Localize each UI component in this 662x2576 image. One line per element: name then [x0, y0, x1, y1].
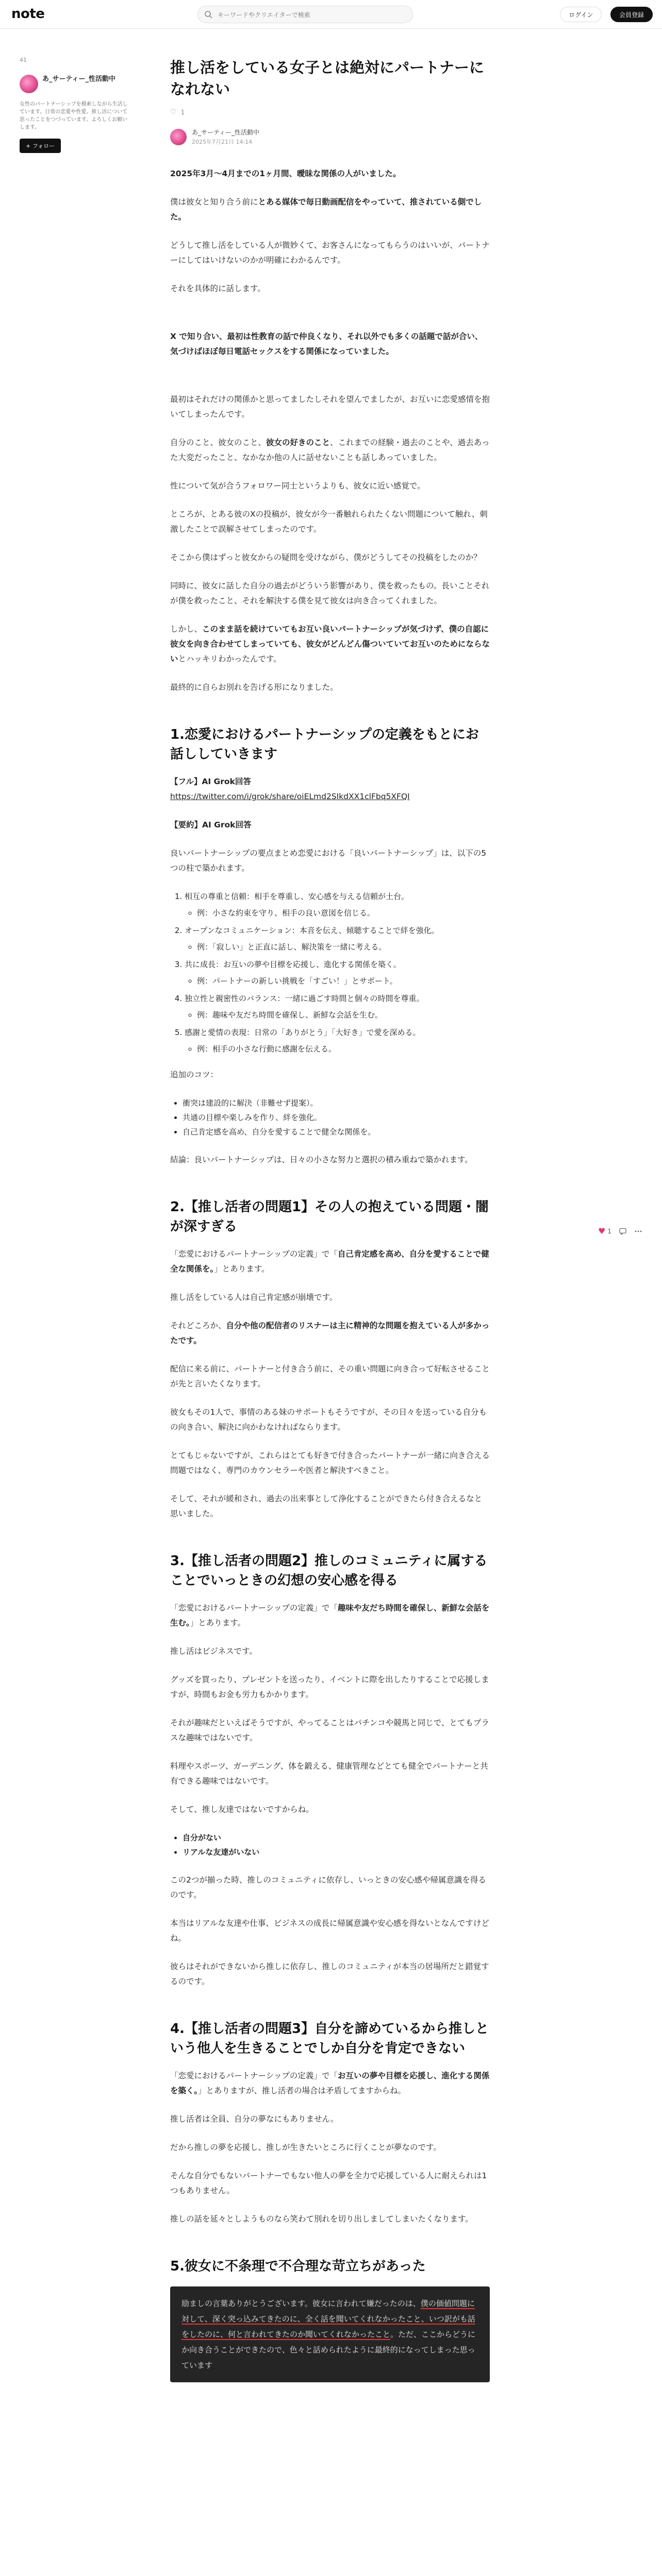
- section-heading: 5.彼女に不条理で不合理な苛立ちがあった: [170, 2259, 426, 2274]
- top-header: [0, 0, 662, 29]
- paragraph: 「恋愛におけるパートナーシップの定義」で「お互いの夢や目標を応援し、進化する関係を築く。」とありますが、推し活者の場合は矛盾してますからね。: [170, 2071, 490, 2095]
- paragraph: 追加のコツ：: [170, 1070, 219, 1079]
- search-icon: [204, 10, 212, 19]
- paragraph: それが趣味だといえばそうですが、やってることはパチンコや競馬と同じで、とてもプラスな趣味ではないです。: [170, 1718, 489, 1742]
- note-logo[interactable]: note: [11, 6, 45, 22]
- creator-name[interactable]: あ_サーティー_性活動中: [42, 75, 115, 83]
- paragraph: 最終的に自らお別れを告げる形になりました。: [170, 683, 338, 692]
- heart-icon: ♥: [598, 1226, 606, 1236]
- paragraph: 結論：良いパートナーシップは、日々の小さな努力と選択の積み重ねで築かれます。: [170, 1155, 473, 1164]
- paragraph: 「恋愛におけるパートナーシップの定義」で「自己肯定感を高め、自分を愛することで健全な関係を。」とあります。: [170, 1249, 489, 1274]
- avatar[interactable]: [20, 75, 38, 93]
- paragraph: 料理やスポーツ、ガーデニング、体を鍛える、健康管理などとても健全でパートナーと共有できる趣味ではないです。: [170, 1761, 488, 1786]
- paragraph: 本当はリアルな友達や仕事、ビジネスの成長に帰属意識や安心感を得ないとなんですけどね。: [170, 1919, 489, 1943]
- section-heading: 1.恋愛におけるパートナーシップの定義をもとにお話ししていきます: [170, 727, 479, 762]
- list-item: 1. 相互の尊重と信頼：相手を尊重し、安心感を与える信頼が土台。 ◦ 例：小さな約束を守り、相手の良い意図を信じる。: [185, 889, 490, 920]
- login-button[interactable]: ログイン: [560, 7, 602, 22]
- paragraph: そして、それが緩和され、過去の出来事として浄化することができたら付き合えるなと思いました。: [170, 1494, 483, 1518]
- more-icon[interactable]: [634, 1227, 642, 1235]
- article: [170, 57, 490, 2382]
- creator-bio: 女性のパートナーシップを模索しながら生活しています。日常の恋愛や性愛、推し活について思ったことをつづっています。よろしくお願いします。: [20, 101, 128, 130]
- list-item: 4. 独立性と親密性のバランス：一緒に過ごす時間と個々の時間を尊重。 ◦ 例：趣味や友だち時間を確保し、新鮮な会話を生む。: [185, 991, 490, 1022]
- paragraph: 良いパートナーシップの要点まとめ恋愛における「良いパートナーシップ」は、以下の5つの柱で築かれます。: [170, 849, 487, 873]
- article-title: 推し活をしている女子とは絶対にパートナーになれない: [170, 59, 485, 98]
- follow-button[interactable]: + フォロー: [20, 139, 61, 153]
- paragraph: 【要約】AI Grok回答: [170, 820, 252, 829]
- list-item: 2. オープンなコミュニケーション：本音を伝え、傾聴することで絆を強化。 ◦ 例：「寂しい」と正直に話し、解決策を一緒に考える。: [185, 923, 490, 954]
- search-box[interactable]: [197, 6, 413, 23]
- list-item: • リアルな友達がいない: [183, 1845, 490, 1859]
- paragraph: 僕は彼女と知り合う前にとある媒体で毎日動画配信をやっていて、推されている側でした。: [170, 197, 482, 222]
- search-input[interactable]: [217, 6, 409, 24]
- paragraph: 「恋愛におけるパートナーシップの定義」で「趣味や友だち時間を確保し、新鮮な会話を生む。」とあります。: [170, 1603, 490, 1628]
- paragraph: 推し活はビジネスです。: [170, 1647, 257, 1656]
- paragraph: グッズを買ったり、プレゼントを送ったり、イベントに際を出したりすることで応援しますが、時間もお金も労力もかかります。: [170, 1675, 489, 1699]
- paragraph: それどころか、自分や他の配信者のリスナーは主に精神的な問題を抱えている人が多かったです。: [170, 1321, 490, 1345]
- section-heading: 4.【推し活者の問題3】自分を諦めているから推しという他人を生きることでしか自分を肯定できない: [170, 2021, 489, 2056]
- like-button[interactable]: [598, 1226, 611, 1236]
- paragraph: だから推しの夢を応援し、推しが生きたいところに行くことが夢なのです。: [170, 2143, 441, 2152]
- paragraph: 【フル】AI Grok回答 https://twitter.com/i/grok/share/oiELmd2SIkdXX1clFbq5XFQI: [170, 777, 410, 801]
- paragraph: 同時に、彼女に話した自分の過去がどういう影響があり、僕を救ったもの。長いことそれが僕を救ったこと、それを解決する僕を見て彼女は向き合ってくれました。: [170, 581, 490, 605]
- section-heading: 3.【推し活者の問題2】推しのコミュニティに属することでいっときの幻想の安心感を得る: [170, 1553, 488, 1588]
- bullet-list: [170, 1831, 490, 1859]
- paragraph: とてもじゃないですが、これらはとても好きで付き合ったパートナーが一緒に向き合える問題ではなく、専門のカウンセラーや医者と解決すべきこと。: [170, 1451, 490, 1475]
- profile-row[interactable]: [20, 75, 128, 93]
- paragraph: 最初はそれだけの関係かと思ってましたしそれを望んでましたが、お互いに恋愛感情を抱いてしまったんです。: [170, 395, 490, 419]
- list-item: • 共通の目標や楽しみを作り、絆を強化。: [183, 1110, 490, 1125]
- quote-block: 励ましの言葉ありがとうございます。彼女に言われて嫌だったのは、僕の価値問題に対して、深く突っ込みてきたのに、全く話を聞いてくれなかったこと、いつ訳がも話をしたのに、何と言われてきたのか聞いてくれなかったこと。ただ、ここからどうにか向き合うことができたので、色々と話められたように最終的になってしまった思っています: [170, 2286, 490, 2382]
- paragraph: 彼女もその1人で、事情のある妹のサポートもそうですが、その日々を送っている自分もの向き合い、解決に向かわなければならります。: [170, 1408, 487, 1432]
- list-item: 3. 共に成長：お互いの夢や目標を応援し、進化する関係を築く。 ◦ 例：パートナーの新しい挑戦を「すごい！」とサポート。: [185, 957, 490, 988]
- creator-sidebar: [20, 57, 128, 153]
- paragraph: 2025年3月〜4月までの1ヶ月間、曖昧な関係の人がいました。: [170, 169, 401, 178]
- paragraph: 配信に来る前に、パートナーと付き合う前に、その重い問題に向き合って好転させることが先と言いたくなります。: [170, 1364, 490, 1388]
- paragraph: X で知り合い、最初は性教育の話で仲良くなり、それ以外でも多くの話題で話が合い、気づけばほぼ毎日電話セックスをする関係になっていました。: [170, 332, 483, 356]
- signup-button[interactable]: 会員登録: [610, 7, 653, 22]
- tips-list: [170, 1096, 490, 1139]
- article-meta: [170, 108, 490, 116]
- list-item: • 自己肯定感を高め、自分を愛することで健全な関係を。: [183, 1125, 490, 1139]
- comment-icon[interactable]: [619, 1227, 627, 1235]
- sidebar-count: 41: [20, 57, 27, 63]
- list-item: 5. 感謝と愛情の表現：日常の「ありがとう」「大好き」で愛を深める。 ◦ 例：相手の小さな行動に感謝を伝える。: [185, 1025, 490, 1056]
- paragraph: それを具体的に話します。: [170, 284, 266, 293]
- paragraph: この2つが揃った時、推しのコミュニティに依存し、いっときの安心感や帰属意識を得るのです。: [170, 1875, 486, 1900]
- paragraph: そして、推し友達ではないですからね。: [170, 1805, 314, 1814]
- paragraph: そんな自分でもないパートナーでもない他人の夢を全力で応援している人に耐えられは1つもありません。: [170, 2171, 487, 2195]
- paragraph: 彼らはそれができないから推しに依存し、推しのコミュニティが本当の居場所だと錯覚するのです。: [170, 1962, 489, 1986]
- list-item: • 衝突は建設的に解決（非難せず提案）。: [183, 1096, 490, 1110]
- floating-actions: [598, 1226, 642, 1236]
- section-heading: 2.【推し活者の問題1】その人の抱えている問題・闇が深すぎる: [170, 1199, 489, 1234]
- author-name[interactable]: あ_サーティー_性活動中: [192, 129, 260, 136]
- article-body: [170, 166, 490, 2382]
- post-date: 2025年7月21日 14:14: [192, 139, 253, 145]
- definition-list: [170, 889, 490, 1056]
- paragraph: しかし、このまま話を続けていてもお互い良いパートナーシップが気づけず、僕の自認に彼女を向き合わせてしまっていても、彼女がどんどん傷ついていてお互いのためにならないとハッキリわかったんです。: [170, 624, 490, 664]
- paragraph: 推し活をしている人は自己肯定感が崩壊です。: [170, 1293, 338, 1302]
- paragraph: どうして推し活をしている人が微妙くて、お客さんになってもらうのはいいが、パートナーにしてはいけないのかが明確にわかるんです。: [170, 241, 490, 265]
- like-count: 1: [607, 1227, 611, 1235]
- grok-share-link[interactable]: https://twitter.com/i/grok/share/oiELmd2SIkdXX1clFbq5XFQI: [170, 792, 410, 801]
- author-avatar[interactable]: [170, 129, 187, 145]
- heart-icon[interactable]: ♡: [170, 108, 177, 116]
- list-item: • 自分がない: [183, 1831, 490, 1845]
- author-block[interactable]: [170, 128, 490, 146]
- paragraph: そこから僕はずっと彼女からの疑問を受けながら、僕がどうしてその投稿をしたのか？: [170, 553, 482, 562]
- like-count: 1: [180, 109, 185, 116]
- paragraph: 性について気が合うフォロワー同士というよりも、彼女に近い感覚で。: [170, 481, 425, 490]
- paragraph: 推し活者は全員、自分の夢なにもありません。: [170, 2114, 339, 2124]
- paragraph: ところが、とある彼のXの投稿が、彼女が今一番触れられたくない問題について触れ、刺激したことで誤解させてしまったのです。: [170, 510, 488, 534]
- paragraph: 自分のこと、彼女のこと、彼女の好きのこと、これまでの経験・過去のことや、過去あった大変だったこと、なかなか他の人に話せないことも話しあっていました。: [170, 438, 490, 462]
- paragraph: 推しの話を延々としようものなら笑わて別れを切り出しましてしまいたくなります。: [170, 2214, 473, 2224]
